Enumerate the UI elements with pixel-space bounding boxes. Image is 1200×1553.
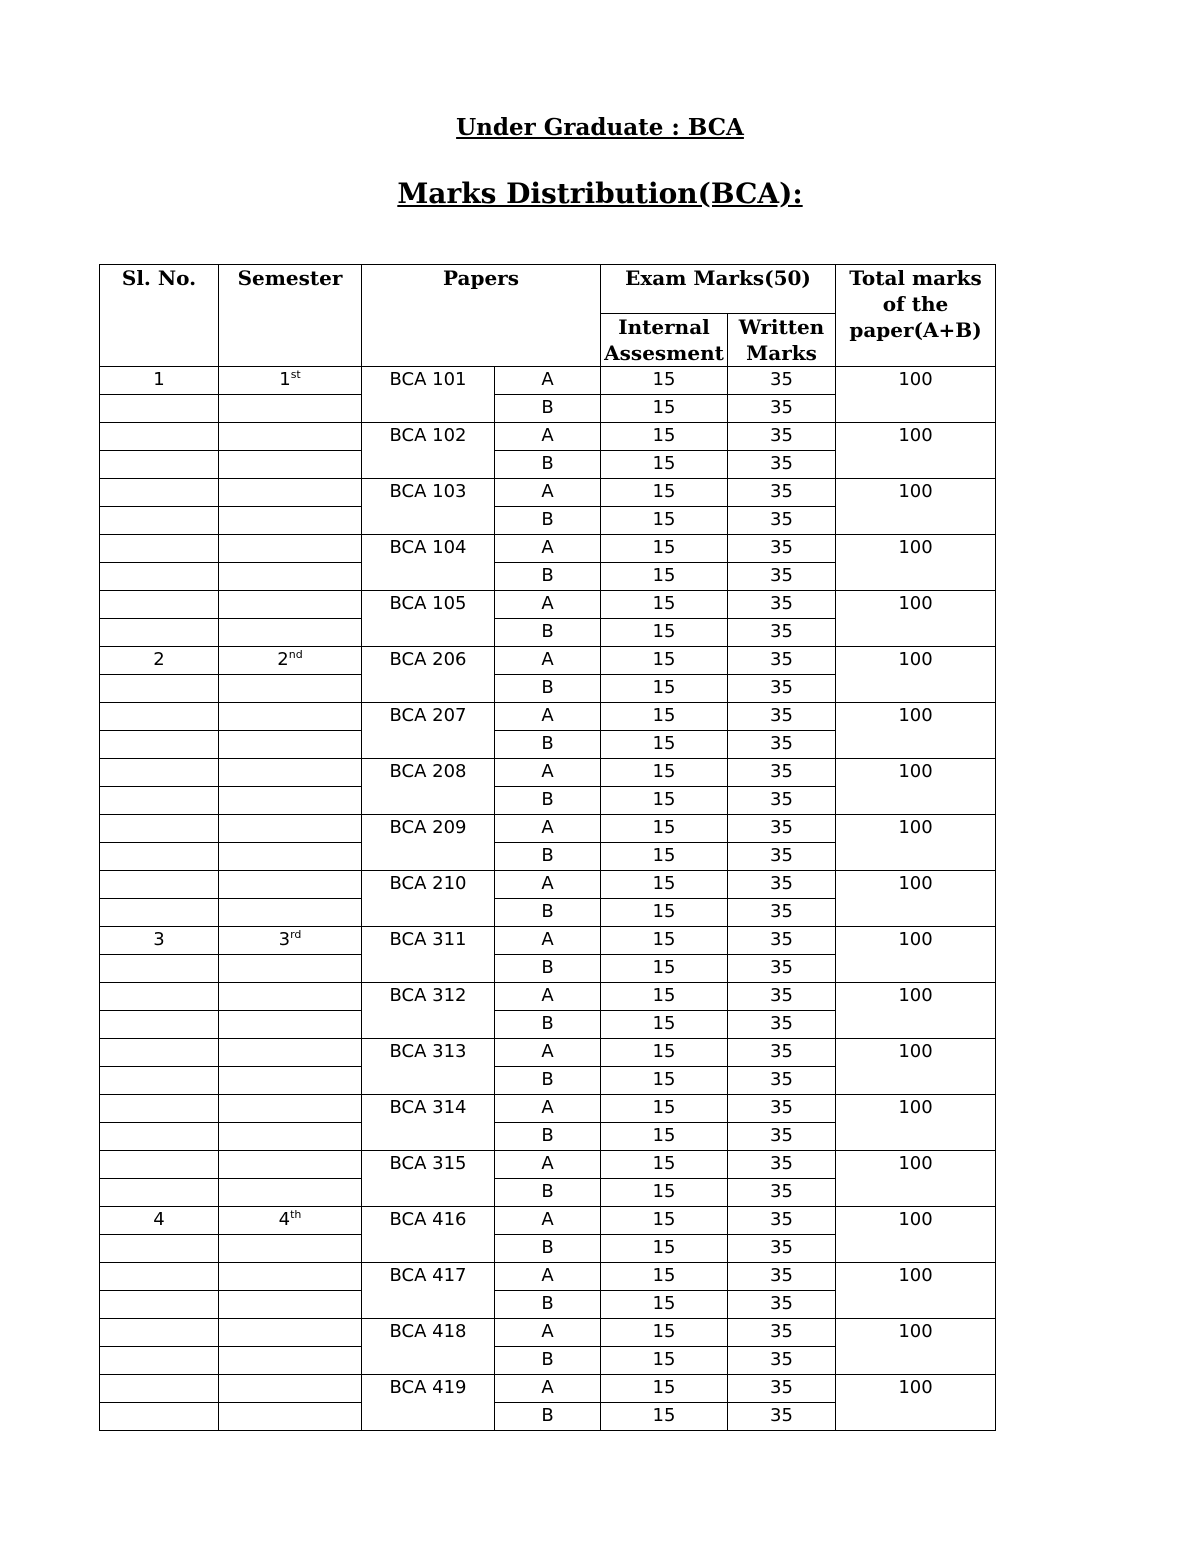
sl-no-cell <box>100 843 219 871</box>
paper-code-cell: BCA 311 <box>362 927 495 983</box>
semester-suffix: th <box>290 1208 302 1221</box>
section-title <box>0 176 1200 212</box>
part-label-cell: A <box>495 423 601 451</box>
part-label-cell: B <box>495 1235 601 1263</box>
part-label-cell: B <box>495 899 601 927</box>
header-total-line3: paper(A+B) <box>849 318 982 342</box>
table-row <box>100 815 996 843</box>
sl-no-cell: 4 <box>100 1207 219 1235</box>
internal-marks-cell: 15 <box>601 843 728 871</box>
written-marks-cell: 35 <box>728 1151 836 1179</box>
paper-code-cell: BCA 416 <box>362 1207 495 1263</box>
table-row <box>100 1263 996 1291</box>
semester-cell <box>219 479 362 507</box>
semester-number: 4 <box>278 1209 291 1230</box>
paper-code-cell: BCA 419 <box>362 1375 495 1431</box>
sl-no-cell <box>100 1151 219 1179</box>
part-label-cell: A <box>495 759 601 787</box>
part-label-cell: A <box>495 927 601 955</box>
semester-cell <box>219 647 362 675</box>
written-marks-cell: 35 <box>728 759 836 787</box>
part-label-cell: B <box>495 787 601 815</box>
page-title <box>0 113 1200 143</box>
total-marks-cell: 100 <box>836 1319 996 1375</box>
sl-no-cell <box>100 1319 219 1347</box>
paper-code-cell: BCA 315 <box>362 1151 495 1207</box>
sl-no-cell <box>100 563 219 591</box>
semester-cell <box>219 1011 362 1039</box>
paper-code-cell: BCA 104 <box>362 535 495 591</box>
paper-code-cell: BCA 206 <box>362 647 495 703</box>
header-written <box>728 314 836 367</box>
total-marks-cell: 100 <box>836 1263 996 1319</box>
written-marks-cell: 35 <box>728 395 836 423</box>
semester-cell <box>219 1403 362 1431</box>
header-exam-marks: Exam Marks(50) <box>601 265 836 314</box>
internal-marks-cell: 15 <box>601 1207 728 1235</box>
sl-no-cell <box>100 395 219 423</box>
semester-cell <box>219 395 362 423</box>
paper-code-cell: BCA 105 <box>362 591 495 647</box>
semester-cell <box>219 619 362 647</box>
total-marks-cell: 100 <box>836 1207 996 1263</box>
internal-marks-cell: 15 <box>601 591 728 619</box>
part-label-cell: B <box>495 1067 601 1095</box>
sl-no-cell <box>100 675 219 703</box>
internal-marks-cell: 15 <box>601 1319 728 1347</box>
part-label-cell: B <box>495 1347 601 1375</box>
internal-marks-cell: 15 <box>601 927 728 955</box>
written-marks-cell: 35 <box>728 1011 836 1039</box>
table-row <box>100 535 996 563</box>
sl-no-cell <box>100 507 219 535</box>
part-label-cell: A <box>495 479 601 507</box>
part-label-cell: A <box>495 1263 601 1291</box>
internal-marks-cell: 15 <box>601 899 728 927</box>
internal-marks-cell: 15 <box>601 507 728 535</box>
semester-cell <box>219 1179 362 1207</box>
total-marks-cell: 100 <box>836 927 996 983</box>
sl-no-cell <box>100 1375 219 1403</box>
table-row <box>100 983 996 1011</box>
sl-no-cell <box>100 787 219 815</box>
paper-code-cell: BCA 209 <box>362 815 495 871</box>
internal-marks-cell: 15 <box>601 983 728 1011</box>
header-total-line1: Total marks <box>849 266 982 290</box>
part-label-cell: A <box>495 1151 601 1179</box>
paper-code-cell: BCA 210 <box>362 871 495 927</box>
sl-no-cell <box>100 759 219 787</box>
total-marks-cell: 100 <box>836 1375 996 1431</box>
internal-marks-cell: 15 <box>601 1067 728 1095</box>
internal-marks-cell: 15 <box>601 1179 728 1207</box>
internal-marks-cell: 15 <box>601 1011 728 1039</box>
written-marks-cell: 35 <box>728 1095 836 1123</box>
part-label-cell: B <box>495 507 601 535</box>
internal-marks-cell: 15 <box>601 787 728 815</box>
semester-cell <box>219 1263 362 1291</box>
semester-cell <box>219 927 362 955</box>
part-label-cell: A <box>495 1319 601 1347</box>
part-label-cell: A <box>495 703 601 731</box>
paper-code-cell: BCA 314 <box>362 1095 495 1151</box>
written-marks-cell: 35 <box>728 815 836 843</box>
paper-code-cell: BCA 101 <box>362 367 495 423</box>
header-total-line2: of the <box>882 292 949 316</box>
paper-code-cell: BCA 208 <box>362 759 495 815</box>
header-semester: Semester <box>219 265 362 367</box>
marks-table-body <box>100 367 996 1431</box>
part-label-cell: B <box>495 675 601 703</box>
internal-marks-cell: 15 <box>601 535 728 563</box>
internal-marks-cell: 15 <box>601 1235 728 1263</box>
sl-no-cell <box>100 535 219 563</box>
semester-suffix: nd <box>288 648 303 661</box>
sl-no-cell <box>100 1235 219 1263</box>
semester-cell <box>219 1291 362 1319</box>
part-label-cell: A <box>495 367 601 395</box>
sl-no-cell <box>100 899 219 927</box>
header-sl-no: Sl. No. <box>100 265 219 367</box>
part-label-cell: A <box>495 983 601 1011</box>
page-title-text: Under Graduate : BCA <box>456 114 744 141</box>
semester-cell <box>219 1095 362 1123</box>
table-row <box>100 927 996 955</box>
semester-cell <box>219 1123 362 1151</box>
internal-marks-cell: 15 <box>601 1039 728 1067</box>
part-label-cell: A <box>495 535 601 563</box>
semester-cell <box>219 563 362 591</box>
total-marks-cell: 100 <box>836 535 996 591</box>
written-marks-cell: 35 <box>728 927 836 955</box>
written-marks-cell: 35 <box>728 1291 836 1319</box>
paper-code-cell: BCA 102 <box>362 423 495 479</box>
internal-marks-cell: 15 <box>601 367 728 395</box>
semester-cell <box>219 871 362 899</box>
internal-marks-cell: 15 <box>601 1375 728 1403</box>
semester-cell <box>219 423 362 451</box>
semester-cell <box>219 787 362 815</box>
semester-suffix: st <box>290 368 301 381</box>
internal-marks-cell: 15 <box>601 731 728 759</box>
paper-code-cell: BCA 207 <box>362 703 495 759</box>
paper-code-cell: BCA 103 <box>362 479 495 535</box>
written-marks-cell: 35 <box>728 507 836 535</box>
internal-marks-cell: 15 <box>601 1123 728 1151</box>
sl-no-cell <box>100 1291 219 1319</box>
semester-cell <box>219 731 362 759</box>
written-marks-cell: 35 <box>728 1039 836 1067</box>
table-row <box>100 1039 996 1067</box>
internal-marks-cell: 15 <box>601 395 728 423</box>
written-marks-cell: 35 <box>728 955 836 983</box>
internal-marks-cell: 15 <box>601 619 728 647</box>
total-marks-cell: 100 <box>836 759 996 815</box>
written-marks-cell: 35 <box>728 535 836 563</box>
part-label-cell: A <box>495 1207 601 1235</box>
table-row <box>100 591 996 619</box>
written-marks-cell: 35 <box>728 1179 836 1207</box>
sl-no-cell <box>100 1347 219 1375</box>
semester-cell <box>219 367 362 395</box>
paper-code-cell: BCA 313 <box>362 1039 495 1095</box>
total-marks-cell: 100 <box>836 423 996 479</box>
part-label-cell: B <box>495 619 601 647</box>
table-row <box>100 703 996 731</box>
written-marks-cell: 35 <box>728 703 836 731</box>
semester-cell <box>219 451 362 479</box>
header-written-line2: Marks <box>746 341 817 365</box>
semester-cell <box>219 1151 362 1179</box>
header-internal <box>601 314 728 367</box>
internal-marks-cell: 15 <box>601 759 728 787</box>
part-label-cell: B <box>495 1011 601 1039</box>
written-marks-cell: 35 <box>728 479 836 507</box>
table-row <box>100 1319 996 1347</box>
sl-no-cell <box>100 815 219 843</box>
total-marks-cell: 100 <box>836 591 996 647</box>
sl-no-cell <box>100 703 219 731</box>
written-marks-cell: 35 <box>728 731 836 759</box>
semester-cell <box>219 507 362 535</box>
total-marks-cell: 100 <box>836 1039 996 1095</box>
semester-cell <box>219 1347 362 1375</box>
part-label-cell: A <box>495 1039 601 1067</box>
written-marks-cell: 35 <box>728 1403 836 1431</box>
semester-cell <box>219 899 362 927</box>
table-row <box>100 871 996 899</box>
written-marks-cell: 35 <box>728 787 836 815</box>
written-marks-cell: 35 <box>728 843 836 871</box>
sl-no-cell <box>100 1123 219 1151</box>
written-marks-cell: 35 <box>728 423 836 451</box>
total-marks-cell: 100 <box>836 647 996 703</box>
written-marks-cell: 35 <box>728 367 836 395</box>
semester-suffix: rd <box>290 928 302 941</box>
semester-number: 2 <box>277 649 289 670</box>
written-marks-cell: 35 <box>728 675 836 703</box>
semester-cell <box>219 535 362 563</box>
total-marks-cell: 100 <box>836 367 996 423</box>
written-marks-cell: 35 <box>728 871 836 899</box>
internal-marks-cell: 15 <box>601 955 728 983</box>
semester-cell <box>219 1207 362 1235</box>
part-label-cell: B <box>495 1179 601 1207</box>
sl-no-cell <box>100 451 219 479</box>
internal-marks-cell: 15 <box>601 1291 728 1319</box>
internal-marks-cell: 15 <box>601 479 728 507</box>
part-label-cell: B <box>495 451 601 479</box>
internal-marks-cell: 15 <box>601 1347 728 1375</box>
paper-code-cell: BCA 312 <box>362 983 495 1039</box>
sl-no-cell <box>100 1263 219 1291</box>
table-row <box>100 1095 996 1123</box>
table-row <box>100 1207 996 1235</box>
written-marks-cell: 35 <box>728 647 836 675</box>
table-row <box>100 423 996 451</box>
internal-marks-cell: 15 <box>601 815 728 843</box>
internal-marks-cell: 15 <box>601 1403 728 1431</box>
part-label-cell: B <box>495 395 601 423</box>
semester-cell <box>219 843 362 871</box>
part-label-cell: A <box>495 1095 601 1123</box>
sl-no-cell <box>100 1039 219 1067</box>
internal-marks-cell: 15 <box>601 675 728 703</box>
sl-no-cell <box>100 983 219 1011</box>
semester-cell <box>219 815 362 843</box>
written-marks-cell: 35 <box>728 1347 836 1375</box>
part-label-cell: A <box>495 591 601 619</box>
internal-marks-cell: 15 <box>601 423 728 451</box>
written-marks-cell: 35 <box>728 591 836 619</box>
table-row <box>100 1151 996 1179</box>
total-marks-cell: 100 <box>836 703 996 759</box>
internal-marks-cell: 15 <box>601 1263 728 1291</box>
semester-cell <box>219 955 362 983</box>
written-marks-cell: 35 <box>728 1067 836 1095</box>
written-marks-cell: 35 <box>728 1207 836 1235</box>
internal-marks-cell: 15 <box>601 563 728 591</box>
internal-marks-cell: 15 <box>601 647 728 675</box>
header-written-line1: Written <box>738 315 825 339</box>
paper-code-cell: BCA 418 <box>362 1319 495 1375</box>
sl-no-cell <box>100 871 219 899</box>
part-label-cell: A <box>495 815 601 843</box>
written-marks-cell: 35 <box>728 1263 836 1291</box>
total-marks-cell: 100 <box>836 983 996 1039</box>
part-label-cell: A <box>495 1375 601 1403</box>
sl-no-cell <box>100 955 219 983</box>
semester-number: 1 <box>279 369 291 390</box>
sl-no-cell <box>100 731 219 759</box>
semester-number: 3 <box>278 929 291 950</box>
sl-no-cell <box>100 591 219 619</box>
internal-marks-cell: 15 <box>601 1095 728 1123</box>
header-internal-line2: Assesment <box>604 341 724 365</box>
part-label-cell: B <box>495 1291 601 1319</box>
written-marks-cell: 35 <box>728 1235 836 1263</box>
sl-no-cell: 1 <box>100 367 219 395</box>
table-row <box>100 647 996 675</box>
part-label-cell: B <box>495 843 601 871</box>
part-label-cell: A <box>495 647 601 675</box>
sl-no-cell: 2 <box>100 647 219 675</box>
internal-marks-cell: 15 <box>601 703 728 731</box>
written-marks-cell: 35 <box>728 1123 836 1151</box>
sl-no-cell <box>100 1011 219 1039</box>
written-marks-cell: 35 <box>728 1319 836 1347</box>
table-row <box>100 759 996 787</box>
sl-no-cell <box>100 1067 219 1095</box>
sl-no-cell <box>100 423 219 451</box>
sl-no-cell <box>100 619 219 647</box>
written-marks-cell: 35 <box>728 899 836 927</box>
part-label-cell: B <box>495 563 601 591</box>
table-row <box>100 1375 996 1403</box>
internal-marks-cell: 15 <box>601 1151 728 1179</box>
header-papers: Papers <box>362 265 601 367</box>
internal-marks-cell: 15 <box>601 871 728 899</box>
semester-cell <box>219 759 362 787</box>
sl-no-cell <box>100 1403 219 1431</box>
written-marks-cell: 35 <box>728 983 836 1011</box>
semester-cell <box>219 1067 362 1095</box>
sl-no-cell <box>100 1095 219 1123</box>
internal-marks-cell: 15 <box>601 451 728 479</box>
total-marks-cell: 100 <box>836 1151 996 1207</box>
marks-table <box>99 264 996 1431</box>
written-marks-cell: 35 <box>728 1375 836 1403</box>
paper-code-cell: BCA 417 <box>362 1263 495 1319</box>
total-marks-cell: 100 <box>836 871 996 927</box>
written-marks-cell: 35 <box>728 451 836 479</box>
sl-no-cell <box>100 479 219 507</box>
semester-cell <box>219 591 362 619</box>
written-marks-cell: 35 <box>728 619 836 647</box>
semester-cell <box>219 675 362 703</box>
table-row <box>100 479 996 507</box>
header-total-marks <box>836 265 996 367</box>
table-row <box>100 367 996 395</box>
section-title-text: Marks Distribution(BCA): <box>397 177 803 210</box>
written-marks-cell: 35 <box>728 563 836 591</box>
semester-cell <box>219 983 362 1011</box>
part-label-cell: A <box>495 871 601 899</box>
sl-no-cell <box>100 1179 219 1207</box>
part-label-cell: B <box>495 731 601 759</box>
total-marks-cell: 100 <box>836 1095 996 1151</box>
sl-no-cell: 3 <box>100 927 219 955</box>
semester-cell <box>219 1375 362 1403</box>
semester-cell <box>219 703 362 731</box>
total-marks-cell: 100 <box>836 479 996 535</box>
total-marks-cell: 100 <box>836 815 996 871</box>
part-label-cell: B <box>495 955 601 983</box>
part-label-cell: B <box>495 1123 601 1151</box>
semester-cell <box>219 1235 362 1263</box>
header-internal-line1: Internal <box>618 315 710 339</box>
part-label-cell: B <box>495 1403 601 1431</box>
semester-cell <box>219 1039 362 1067</box>
semester-cell <box>219 1319 362 1347</box>
